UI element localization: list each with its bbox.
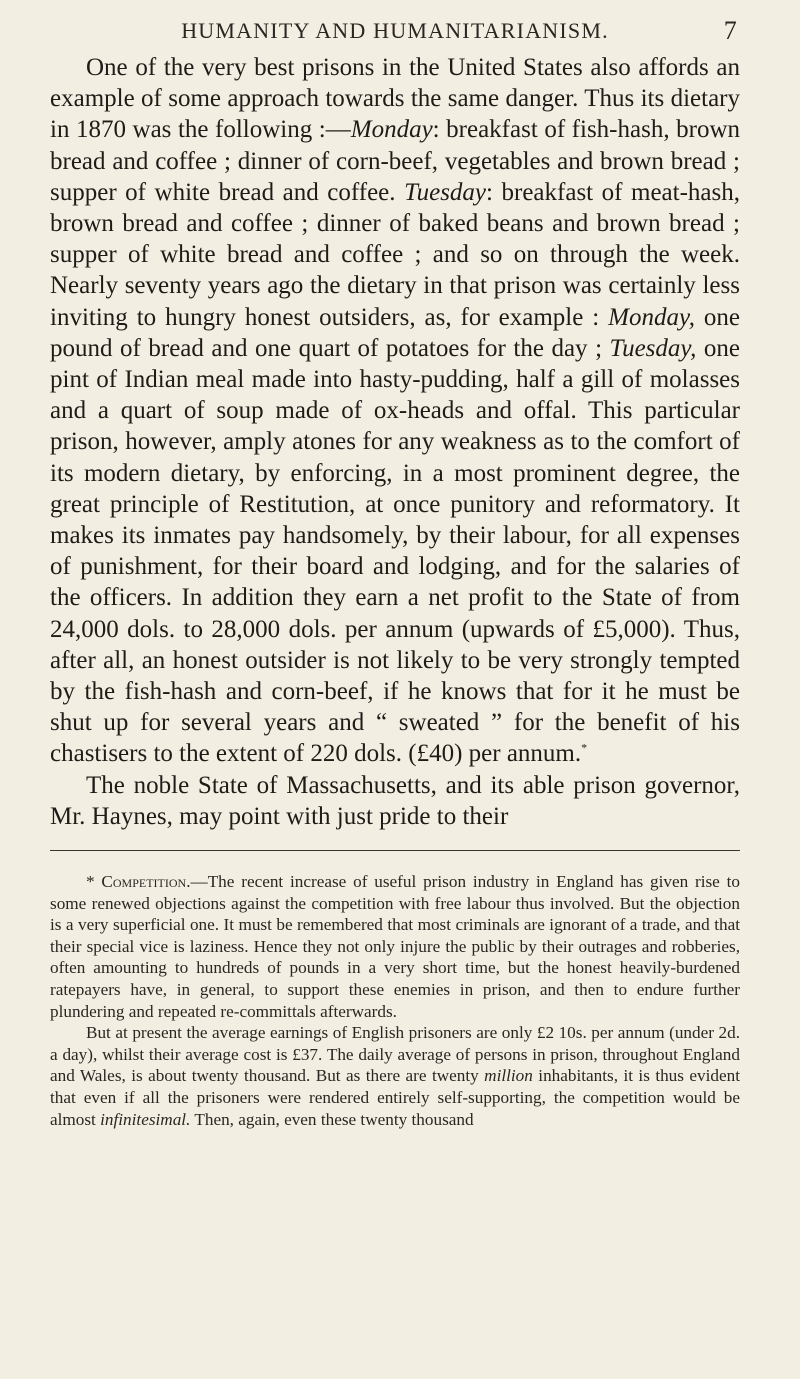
italic-day: Monday [350,116,433,144]
italic-day: Tuesday, [609,334,697,362]
text-run: —The recent increase of useful prison industry in England has given rise to some renewed objections against the competition with free labour thus involved. But the objection is a very superficial one. It must be remembered that most criminals are ignorant of a trade, and that their special vice is laziness. Hence they not only injure the public by their outrages and robberies, often amounting to hundreds of pounds in a very short time, but the honest heavily-burdened ratepayers have, in general, to support these enemies in prison, and then to endure further plundering and repeated re-committals afterwards. [50,872,740,1021]
text-run: : breakfast of meat-hash, brown bread and coffee ; dinner of baked beans and brown bread ; supper of white bread and coffee ; and so on through the week. Nearly seventy years ago the dietary in that prison was certainly less inviting to hungry honest outsiders, as, for example : [50,178,740,331]
text-run: one pint of Indian meal made into hasty-pudding, half a gill of molasses and a quart of soup made of ox-heads and offal. This particular prison, however, amply atones for any weakness as to the comfort of its modern dietary, by enforcing, in a most prominent degree, the great principle of Restitution, at once punitory and reformatory. It makes its inmates pay handsomely, by their labour, for all expenses of punishment, for their board and lodging, and for the salaries of the officers. In addition they earn a net profit to the State of from 24,000 dols. to 28,000 dols. per annum (upwards of £5,000). Thus, after all, an honest outsider is not likely to be very strongly tempted by the fish-hash and corn-beef, if he knows that for it he must be shut up for several years and “ sweated ” for the benefit of his chastisers to the extent of 220 dols. (£40) per annum. [50,334,740,768]
text-run: One of the very best prisons in the United States also affords an example of some approach towards the same danger. Thus its dietary in 1870 was the following :— [50,54,740,144]
footnote [50,871,740,1130]
footnote-reference: * [581,741,588,756]
italic-day: Monday, [608,303,695,331]
italic-word: infinitesimal. [100,1109,191,1129]
italic-day: Tuesday [404,178,487,206]
italic-word: million [484,1066,533,1086]
page-number: 7 [723,16,738,45]
footnote-paragraph-2 [50,1022,740,1130]
main-text [50,52,740,832]
running-title: HUMANITY AND HUMANITARIANISM. [181,18,609,43]
text-run: inhabitants, it is thus evident that even if all the prisoners were rendered entirely self-supporting, the competition would be almost [50,1066,740,1129]
footnote-divider [50,850,740,851]
footnote-heading: Competition. [101,872,191,892]
paragraph-dietary [50,52,740,770]
footnote-paragraph-1 [50,871,740,1022]
text-run: one pound of bread and one quart of potatoes for the day ; [50,303,740,362]
paragraph-massachusetts: The noble State of Massachusetts, and its able prison governor, Mr. Haynes, may point with just pride to their [50,771,740,830]
text-run: : breakfast of fish-hash, brown bread and coffee ; dinner of corn-beef, vegetables and brown bread ; supper of white bread and coffee. [50,116,741,206]
footnote-marker: * [86,872,95,892]
text-run: But at present the average earnings of English prisoners are only £2 10s. per annum (under 2d. a day), whilst their average cost is £37. The daily average of persons in prison, throughout England and Wales, is about twenty thousand. But as there are twenty [50,1023,740,1086]
text-run: Then, again, even these twenty thousand [190,1109,474,1129]
running-head [50,14,740,48]
